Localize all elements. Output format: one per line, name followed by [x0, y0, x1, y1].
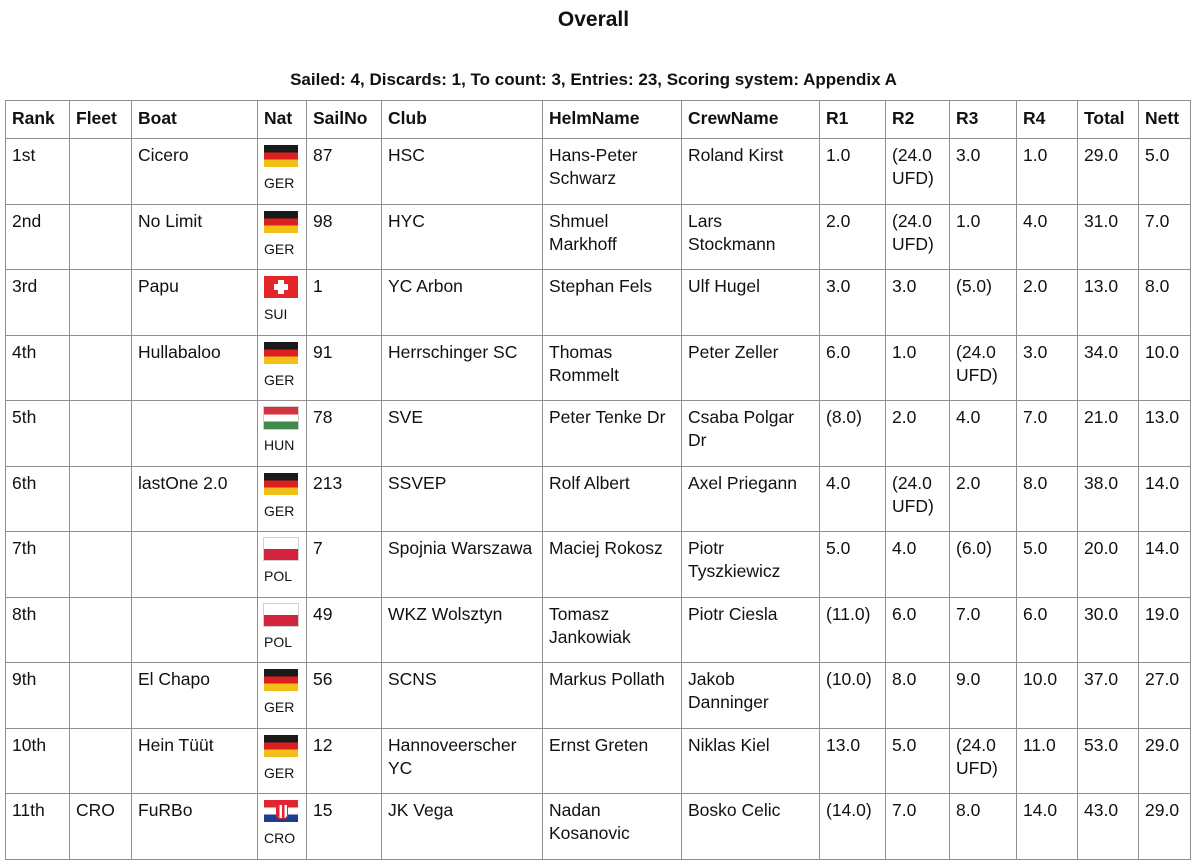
column-header: R4	[1017, 101, 1078, 139]
sail-number-cell: 98	[307, 204, 382, 270]
total-cell: 13.0	[1078, 270, 1139, 336]
race-3-cell: (5.0)	[950, 270, 1017, 336]
club-cell: Herrschinger SC	[382, 335, 543, 401]
nat-code: HUN	[264, 437, 295, 453]
crew-name-cell: Piotr Tyszkiewicz	[682, 532, 820, 598]
race-1-cell: (11.0)	[820, 597, 886, 663]
sail-number-cell: 78	[307, 401, 382, 467]
table-row	[6, 794, 1191, 860]
race-1-cell: 3.0	[820, 270, 886, 336]
race-2-cell: 1.0	[886, 335, 950, 401]
helm-name-cell: Thomas Rommelt	[543, 335, 682, 401]
table-row	[6, 401, 1191, 467]
column-header: Boat	[132, 101, 258, 139]
crew-name-cell: Axel Priegann	[682, 466, 820, 532]
club-cell: HYC	[382, 204, 543, 270]
boat-cell: FuRBo	[132, 794, 258, 860]
fleet-cell	[70, 270, 132, 336]
column-header: R2	[886, 101, 950, 139]
column-header: Rank	[6, 101, 70, 139]
nat-cell	[258, 466, 307, 532]
race-4-cell: 4.0	[1017, 204, 1078, 270]
boat-cell: El Chapo	[132, 663, 258, 729]
race-4-cell: 11.0	[1017, 728, 1078, 794]
total-cell: 38.0	[1078, 466, 1139, 532]
total-cell: 20.0	[1078, 532, 1139, 598]
page-title: Overall	[557, 8, 630, 31]
table-row	[6, 204, 1191, 270]
column-header: Nett	[1139, 101, 1191, 139]
table-row	[6, 597, 1191, 663]
series-summary: Sailed: 4, Discards: 1, To count: 3, Entries: 23, Scoring system: Appendix A	[290, 70, 897, 89]
column-header: Club	[382, 101, 543, 139]
crew-name-cell: Lars Stockmann	[682, 204, 820, 270]
nett-cell: 29.0	[1139, 794, 1191, 860]
helm-name-cell: Markus Pollath	[543, 663, 682, 729]
boat-cell	[132, 532, 258, 598]
nat-cell	[258, 270, 307, 336]
results-body	[6, 139, 1191, 860]
total-cell: 53.0	[1078, 728, 1139, 794]
race-3-cell: (24.0 UFD)	[950, 728, 1017, 794]
helm-name-cell: Tomasz Jankowiak	[543, 597, 682, 663]
nat-code: GER	[264, 764, 295, 781]
boat-cell: Hullabaloo	[132, 335, 258, 401]
nat-code: POL	[264, 568, 293, 584]
race-4-cell: 1.0	[1017, 139, 1078, 205]
nat-code: CRO	[264, 830, 296, 846]
sail-number-cell: 91	[307, 335, 382, 401]
helm-name-cell: Rolf Albert	[543, 466, 682, 532]
helm-name-cell: Stephan Fels	[543, 270, 682, 336]
boat-cell: No Limit	[132, 204, 258, 270]
fleet-cell	[70, 401, 132, 467]
fleet-cell	[70, 139, 132, 205]
race-3-cell: 8.0	[950, 794, 1017, 860]
rank-cell: 5th	[6, 401, 70, 467]
fleet-cell	[70, 728, 132, 794]
total-cell: 34.0	[1078, 335, 1139, 401]
fleet-cell	[70, 532, 132, 598]
race-3-cell: 2.0	[950, 466, 1017, 532]
sail-number-cell: 56	[307, 663, 382, 729]
rank-cell: 4th	[6, 335, 70, 401]
sail-number-cell: 7	[307, 532, 382, 598]
rank-cell: 11th	[6, 794, 70, 860]
total-cell: 30.0	[1078, 597, 1139, 663]
boat-cell: lastOne 2.0	[132, 466, 258, 532]
sail-number-cell: 213	[307, 466, 382, 532]
race-2-cell: (24.0 UFD)	[886, 204, 950, 270]
race-1-cell: 5.0	[820, 532, 886, 598]
helm-name-cell: Peter Tenke Dr	[543, 401, 682, 467]
nat-cell	[258, 204, 307, 270]
poland-flag-icon	[264, 604, 298, 626]
fleet-cell	[70, 335, 132, 401]
race-1-cell: 4.0	[820, 466, 886, 532]
rank-cell: 9th	[6, 663, 70, 729]
club-cell: SSVEP	[382, 466, 543, 532]
nat-code: GER	[264, 502, 295, 519]
column-header: R3	[950, 101, 1017, 139]
switzerland-flag-icon	[264, 276, 298, 298]
crew-name-cell: Roland Kirst	[682, 139, 820, 205]
nat-cell	[258, 663, 307, 729]
crew-name-cell: Peter Zeller	[682, 335, 820, 401]
fleet-cell	[70, 204, 132, 270]
sail-number-cell: 15	[307, 794, 382, 860]
race-1-cell: (14.0)	[820, 794, 886, 860]
club-cell: Spojnia Warszawa	[382, 532, 543, 598]
nat-cell	[258, 532, 307, 598]
nett-cell: 7.0	[1139, 204, 1191, 270]
rank-cell: 10th	[6, 728, 70, 794]
helm-name-cell: Nadan Kosanovic	[543, 794, 682, 860]
race-4-cell: 3.0	[1017, 335, 1078, 401]
crew-name-cell: Niklas Kiel	[682, 728, 820, 794]
fleet-cell: CRO	[70, 794, 132, 860]
race-3-cell: 3.0	[950, 139, 1017, 205]
nat-code: GER	[264, 371, 295, 388]
hungary-flag-icon	[264, 407, 298, 429]
helm-name-cell: Shmuel Markhoff	[543, 204, 682, 270]
race-4-cell: 6.0	[1017, 597, 1078, 663]
boat-cell	[132, 597, 258, 663]
nett-cell: 19.0	[1139, 597, 1191, 663]
helm-name-cell: Hans-Peter Schwarz	[543, 139, 682, 205]
nat-code: SUI	[264, 306, 288, 322]
nat-code: GER	[264, 699, 295, 715]
nett-cell: 8.0	[1139, 270, 1191, 336]
germany-flag-icon	[264, 473, 298, 495]
column-header: Total	[1078, 101, 1139, 139]
race-2-cell: 2.0	[886, 401, 950, 467]
race-4-cell: 2.0	[1017, 270, 1078, 336]
race-4-cell: 7.0	[1017, 401, 1078, 467]
race-3-cell: (6.0)	[950, 532, 1017, 598]
nat-cell	[258, 794, 307, 860]
germany-flag-icon	[264, 211, 298, 233]
sail-number-cell: 87	[307, 139, 382, 205]
race-1-cell: 1.0	[820, 139, 886, 205]
helm-name-cell: Ernst Greten	[543, 728, 682, 794]
race-3-cell: 1.0	[950, 204, 1017, 270]
table-row	[6, 663, 1191, 729]
rank-cell: 8th	[6, 597, 70, 663]
sail-number-cell: 12	[307, 728, 382, 794]
rank-cell: 7th	[6, 532, 70, 598]
club-cell: JK Vega	[382, 794, 543, 860]
total-cell: 37.0	[1078, 663, 1139, 729]
nett-cell: 29.0	[1139, 728, 1191, 794]
sail-number-cell: 1	[307, 270, 382, 336]
crew-name-cell: Ulf Hugel	[682, 270, 820, 336]
table-row	[6, 270, 1191, 336]
nat-cell	[258, 401, 307, 467]
crew-name-cell: Piotr Ciesla	[682, 597, 820, 663]
race-4-cell: 5.0	[1017, 532, 1078, 598]
race-4-cell: 8.0	[1017, 466, 1078, 532]
nat-cell	[258, 139, 307, 205]
helm-name-cell: Maciej Rokosz	[543, 532, 682, 598]
boat-cell: Cicero	[132, 139, 258, 205]
fleet-cell	[70, 597, 132, 663]
rank-cell: 1st	[6, 139, 70, 205]
race-3-cell: 4.0	[950, 401, 1017, 467]
table-row	[6, 466, 1191, 532]
rank-cell: 6th	[6, 466, 70, 532]
race-1-cell: 13.0	[820, 728, 886, 794]
nett-cell: 5.0	[1139, 139, 1191, 205]
race-2-cell: 5.0	[886, 728, 950, 794]
nat-cell	[258, 597, 307, 663]
race-2-cell: 6.0	[886, 597, 950, 663]
club-cell: SVE	[382, 401, 543, 467]
sail-number-cell: 49	[307, 597, 382, 663]
race-2-cell: (24.0 UFD)	[886, 466, 950, 532]
fleet-cell	[70, 466, 132, 532]
germany-flag-icon	[264, 669, 298, 691]
race-2-cell: 7.0	[886, 794, 950, 860]
club-cell: HSC	[382, 139, 543, 205]
nett-cell: 27.0	[1139, 663, 1191, 729]
column-header: Nat	[258, 101, 307, 139]
race-1-cell: (10.0)	[820, 663, 886, 729]
fleet-cell	[70, 663, 132, 729]
race-1-cell: 2.0	[820, 204, 886, 270]
club-cell: YC Arbon	[382, 270, 543, 336]
boat-cell: Papu	[132, 270, 258, 336]
column-header: CrewName	[682, 101, 820, 139]
total-cell: 29.0	[1078, 139, 1139, 205]
germany-flag-icon	[264, 735, 298, 757]
race-3-cell: 7.0	[950, 597, 1017, 663]
nett-cell: 14.0	[1139, 532, 1191, 598]
crew-name-cell: Jakob Danninger	[682, 663, 820, 729]
header-row	[6, 101, 1191, 139]
croatia-flag-icon	[264, 800, 298, 822]
nat-code: POL	[264, 633, 293, 650]
club-cell: WKZ Wolsztyn	[382, 597, 543, 663]
table-row	[6, 532, 1191, 598]
rank-cell: 2nd	[6, 204, 70, 270]
rank-cell: 3rd	[6, 270, 70, 336]
race-2-cell: 4.0	[886, 532, 950, 598]
race-1-cell: 6.0	[820, 335, 886, 401]
total-cell: 21.0	[1078, 401, 1139, 467]
column-header: Fleet	[70, 101, 132, 139]
crew-name-cell: Csaba Polgar Dr	[682, 401, 820, 467]
nat-cell	[258, 335, 307, 401]
results-table	[5, 100, 1191, 860]
race-2-cell: 8.0	[886, 663, 950, 729]
nat-cell	[258, 728, 307, 794]
race-4-cell: 10.0	[1017, 663, 1078, 729]
table-row	[6, 139, 1191, 205]
nett-cell: 14.0	[1139, 466, 1191, 532]
race-2-cell: 3.0	[886, 270, 950, 336]
race-3-cell: 9.0	[950, 663, 1017, 729]
race-4-cell: 14.0	[1017, 794, 1078, 860]
table-row	[6, 335, 1191, 401]
nett-cell: 10.0	[1139, 335, 1191, 401]
race-2-cell: (24.0 UFD)	[886, 139, 950, 205]
boat-cell: Hein Tüüt	[132, 728, 258, 794]
germany-flag-icon	[264, 342, 298, 364]
germany-flag-icon	[264, 145, 298, 167]
boat-cell	[132, 401, 258, 467]
total-cell: 43.0	[1078, 794, 1139, 860]
nat-code: GER	[264, 175, 295, 191]
club-cell: SCNS	[382, 663, 543, 729]
race-3-cell: (24.0 UFD)	[950, 335, 1017, 401]
table-row	[6, 728, 1191, 794]
nat-code: GER	[264, 240, 295, 257]
column-header: SailNo	[307, 101, 382, 139]
club-cell: Hannoveerscher YC	[382, 728, 543, 794]
poland-flag-icon	[264, 538, 298, 560]
total-cell: 31.0	[1078, 204, 1139, 270]
column-header: R1	[820, 101, 886, 139]
race-1-cell: (8.0)	[820, 401, 886, 467]
nett-cell: 13.0	[1139, 401, 1191, 467]
crew-name-cell: Bosko Celic	[682, 794, 820, 860]
column-header: HelmName	[543, 101, 682, 139]
